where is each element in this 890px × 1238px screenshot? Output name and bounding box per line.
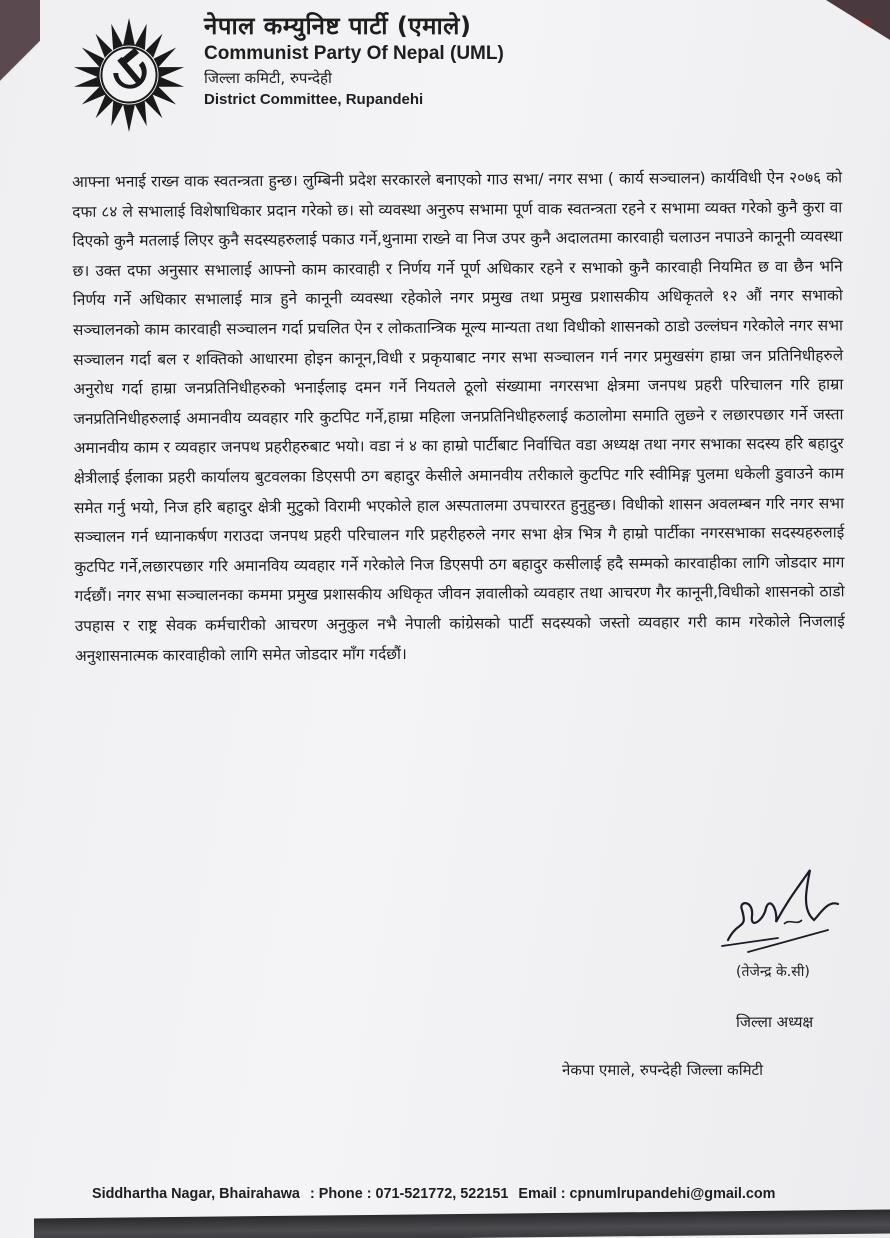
letter-body: आफ्ना भनाई राख्न वाक स्वतन्त्रता हुन्छ। लुम्बिनी प्रदेश सरकारले बनाएको गाउ सभा/ नगर सभा ( कार्य सञ्चालन) कार्यविधी ऐन २०७६ को दफा ८४ ले सभालाई विशेषाधिकार प्रदान गरेको छ। सो व्यवस्था अनुरुप सभामा पूर्ण वाक स्वतन्त्रता रहने र सभामा व्यक्त गरेको कुनै कुरा वा दिएको कुनै मतलाई लिएर कुनै सदस्यहरुलाई पकाउ गर्ने,थुनामा राख्ने वा निज उपर कुनै अदालतमा कारवाही चलाउन नपाउने कानूनी व्यवस्था छ। उक्त दफा अनुसार सभालाई आफ्नो काम कारवाही र निर्णय गर्ने पूर्ण अधिकार रहने र सभाको कुनै कारवाही नियमित छ वा छैन भनि निर्णय गर्ने अधिकार सभालाई मात्र हुने कानूनी व्यवस्था रहेकोले नगर प्रमुख तथा प्रमुख प्रशासकीय अधिकृतले १२ औं नगर सभाको सञ्चालनको काम कारवाही सञ्चालन गर्दा प्रचलित ऐन र लोकतान्त्रिक मूल्य मान्यता तथा विधीको शासनको ठाडो उल्लंघन गरेकोले नगर सभा सञ्चालन गर्दा बल र शक्तिको आधारमा होइन कानून,विधी र प्रकृयाबाट नगर सभा सञ्चालन गर्न नगर प्रमुखसंग हाम्रा जन प्रतिनिधीहरुले अनुरोध गर्दा हाम्रा जनप्रतिनिधीहरुको भनाईलाइ दमन गर्ने नियतले ठूलो संख्यामा नगरसभा क्षेत्रमा जनपथ प्रहरी परिचालन गरि हाम्रा जनप्रतिनिधीहरुलाई अमानवीय व्यवहार गरि कुटपिट गर्ने,हाम्रा महिला जनप्रतिनिधीहरुलाई कठालोमा समाति लुछ्ने र लछारपछार गर्ने जस्ता अमानवीय काम र व्यवहार जनपथ प्रहरीहरुबाट भयो। वडा नं ४ का हाम्रो पार्टीबाट निर्वाचित वडा अध्यक्ष तथा नगर सभाका सदस्य हरि बहादुर क्षेत्रीलाई ईलाका प्रहरी कार्यालय बुटवलका डिएसपी ठग बहादुर केसीले अमानवीय तरीकाले कुटपिट गरि स्वीमिङ्ग पुलमा धकेली डुवाउने काम समेत गर्नु भयो, निज हरि बहादुर क्षेत्री मुटुको विरामी भएकोले हाल अस्पतालमा उपचाररत हुनुहुन्छ। विधीको शासन अवलम्बन गरि नगर सभा सञ्चालन गर्न ध्यानाकर्षण गराउदा जनपथ प्रहरी परिचालन गरि प्रहरीहरुले नगर सभा क्षेत्र भित्र गै हाम्रो पार्टीका नगरसभाका सदस्यहरुलाई कुटपिट गर्ने,लछारपछार गरि अमानविय व्यवहार गर्ने गरेकोले निज डिएसपी ठग बहादुर कसीलाई हदै सम्मको कारवाहीका लागि जोडदार माग गर्दछौं। नगर सभा सञ्चालनका कममा प्रमुख प्रशासकीय अधिकृत जीवन ज्ञवालीको व्यवहार तथा आचरण गैर कानूनी,विधीको शासनको ठाडो उपहास र राष्ट्र सेवक कर्मचारीको आचरण अनुकुल नभै नेपाली कांग्रेसको पार्टी सदस्यको जस्तो व्यवहार गरी काम गरेकोले निजलाई अनुशासनात्मक कारवाहीको लागि समेत जोडदार माँग गर्दछौं। — [72, 168, 845, 665]
party-name-nepali: नेपाल कम्युनिष्ट पार्टी (एमाले) — [204, 12, 472, 40]
footer-email: Email : cpnumlrupandehi@gmail.com — [518, 1186, 776, 1202]
footer-phone: : Phone : 071-521772, 522151 — [309, 1186, 509, 1202]
party-name-english: Communist Party Of Nepal (UML) — [204, 43, 504, 64]
letterhead — [70, 10, 630, 120]
signatory-title: जिल्ला अध्यक्ष — [736, 1013, 814, 1031]
page-fold — [0, 0, 40, 120]
district-committee-english: District Committee, Rupandehi — [204, 91, 424, 108]
signatory-name: (तेजेन्द्र के.सी) — [736, 964, 810, 980]
letterhead-text — [204, 10, 504, 110]
letter-footer — [92, 1186, 882, 1202]
signatory-organization: नेकपा एमाले, रुपन्देही जिल्ला कमिटी — [562, 1061, 764, 1079]
hammer-sickle-star-icon — [70, 16, 188, 134]
handwritten-signature — [718, 860, 848, 960]
district-committee-nepali: जिल्ला कमिटी, रुपन्देही — [204, 69, 332, 87]
footer-bar — [34, 1210, 890, 1238]
footer-address: Siddhartha Nagar, Bhairahawa — [92, 1186, 300, 1202]
background-fabric — [810, 0, 890, 40]
